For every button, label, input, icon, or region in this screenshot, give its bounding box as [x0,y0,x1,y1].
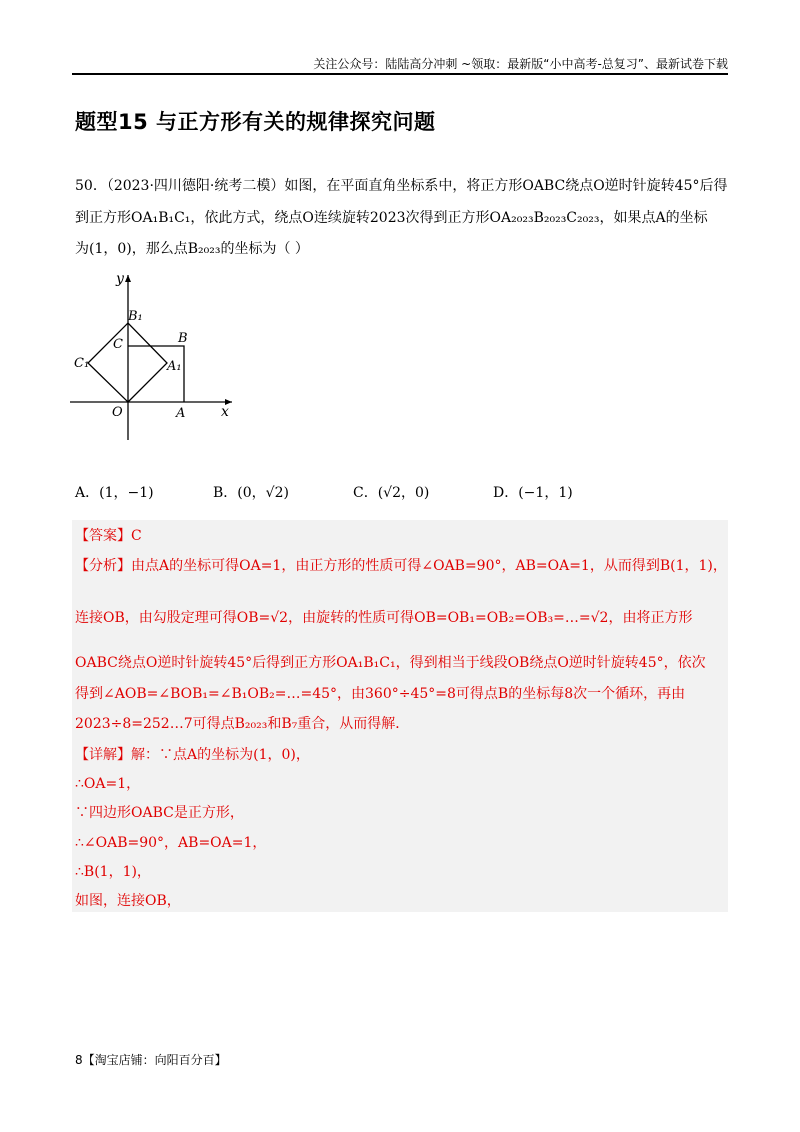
label-c1: C₁ [74,356,90,371]
y-axis-label: y [116,271,124,287]
label-b: B [178,331,188,346]
analysis-line-1: 【分析】由点A的坐标可得OA=1，由正方形的性质可得∠OAB=90°，AB=OA=1，从而得到B(1，1)， [75,558,727,574]
question-line-3: 为(1，0)，那么点B₂₀₂₃的坐标为（ ） [75,241,309,257]
detail-line-1: 【详解】解：∵点A的坐标为(1，0)， [75,747,310,763]
option-c[interactable]: C．(√2，0) [353,485,430,501]
detail-line-2: ∴OA=1， [75,776,141,792]
label-o: O [112,405,123,420]
detail-line-5: ∴B(1，1)， [75,864,151,880]
option-b[interactable]: B．(0，√2) [213,485,289,501]
analysis-line-2: 连接OB，由勾股定理可得OB=√2，由旋转的性质可得OB=OB₁=OB₂=OB₃=…=√2，由将正方形 [75,610,693,626]
page-footer: 8【淘宝店铺：向阳百分百】 [75,1053,227,1067]
y-axis-arrow [125,275,131,282]
option-a[interactable]: A．(1，−1) [75,485,154,501]
detail-line-3: ∵四边形OABC是正方形， [75,805,244,821]
answer-line: 【答案】C [75,528,142,544]
label-b1: B₁ [128,309,143,324]
answer-options [75,482,695,502]
detail-line-6: 如图，连接OB， [75,893,181,909]
page-header: 关注公众号：陆陆高分冲刺 ~领取：最新版“小中高考-总复习”、最新试卷下载 [313,57,728,71]
x-axis-label: x [221,404,229,420]
detail-line-4: ∴∠OAB=90°，AB=OA=1， [75,835,267,851]
analysis-line-4: 得到∠AOB=∠BOB₁=∠B₁OB₂=…=45°，由360°÷45°=8可得点B的坐标每8次一个循环，再由 [75,686,686,702]
question-line-2: 到正方形OA₁B₁C₁，依此方式，绕点O连续旋转2023次得到正方形OA₂₀₂₃B₂₀₂₃C₂₀₂₃，如果点A的坐标 [75,210,708,226]
coordinate-figure [70,265,240,440]
analysis-line-5: 2023÷8=252…7可得点B₂₀₂₃和B₇重合，从而得解． [75,716,410,732]
analysis-line-3: OABC绕点O逆时针旋转45°后得到正方形OA₁B₁C₁，得到相当于线段OB绕点O逆时针旋转45°，依次 [75,655,706,671]
header-rule [72,73,728,75]
label-a1: A₁ [167,359,182,374]
label-a: A [176,406,186,421]
question-line-1: 50．（2023·四川德阳·统考二模）如图，在平面直角坐标系中，将正方形OABC绕点O逆时针旋转45°后得 [75,178,728,194]
section-title: 题型15 与正方形有关的规律探究问题 [75,110,436,134]
label-c: C [113,337,123,352]
option-d[interactable]: D．(−1，1) [493,485,573,501]
